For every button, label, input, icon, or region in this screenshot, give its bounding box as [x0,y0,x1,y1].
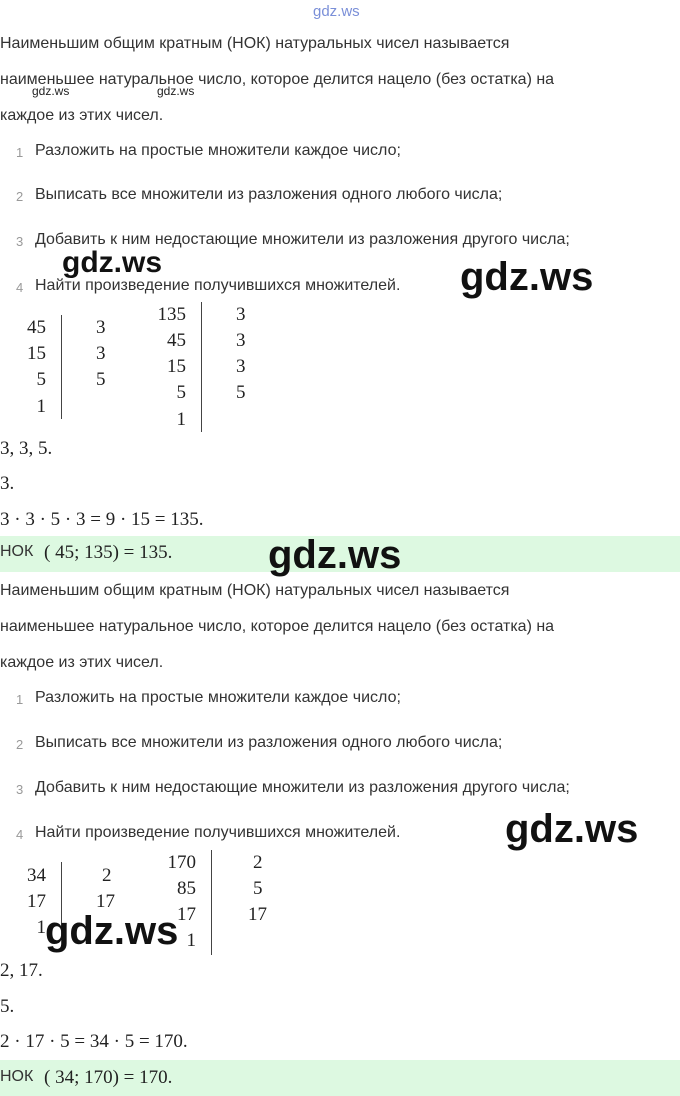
watermark-small-1: gdz.ws [32,84,70,98]
watermark-large: gdz.ws [45,909,179,953]
step-number: 3 [16,234,24,249]
step-text: Выписать все множители из разложения одного любого числа; [35,186,503,203]
result-value: ( 45; 135) = 135. [44,542,173,563]
definition-line-2: наименьшее натуральное число, которое делится нацело (без остатка) на [0,618,555,635]
watermark-top: gdz.ws [313,3,360,20]
definition-line-1: Наименьшим общим кратным (НОК) натуральных чисел называется [0,582,510,599]
step-number: 1 [16,145,24,160]
factor-number: 15 [27,343,46,364]
factor-number: 5 [36,369,46,390]
prime-factor: 17 [96,891,115,912]
factor-number: 45 [27,317,46,338]
factor-number: 1 [36,917,46,938]
factor-number: 85 [177,878,196,899]
watermark-small-2: gdz.ws [157,84,195,98]
factor-number: 17 [177,904,196,925]
factors-line: 3, 3, 5. [0,438,53,459]
missing-factors-line: 3. [0,473,15,494]
watermark-large: gdz.ws [505,807,639,851]
step-number: 2 [16,737,24,752]
product-line: 3 · 3 · 5 · 3 = 9 · 15 = 135. [0,509,204,530]
factor-divider [201,302,202,432]
watermark-medium: gdz.ws [62,246,163,279]
prime-factor: 3 [236,304,246,325]
prime-factor: 5 [236,382,246,403]
definition-line-1: Наименьшим общим кратным (НОК) натуральных чисел называется [0,35,510,52]
factor-number: 17 [27,891,46,912]
step-text: Выписать все множители из разложения одного любого числа; [35,734,503,751]
factor-divider [211,850,212,955]
step-text: Добавить к ним недостающие множители из разложения другого числа; [35,231,570,248]
step-text: Найти произведение получившихся множителей. [35,277,401,294]
prime-factor: 17 [248,904,267,925]
factor-number: 135 [157,304,186,325]
prime-factor: 3 [96,317,106,338]
factor-number: 45 [167,330,186,351]
watermark-large: gdz.ws [268,533,402,577]
factors-line: 2, 17. [0,960,43,981]
prime-factor: 5 [253,878,263,899]
prime-factor: 3 [96,343,106,364]
step-number: 1 [16,692,24,707]
step-number: 4 [16,280,24,295]
factor-number: 170 [167,852,196,873]
missing-factors-line: 5. [0,996,15,1017]
step-number: 3 [16,782,24,797]
step-text: Разложить на простые множители каждое число; [35,142,401,159]
prime-factor: 2 [102,865,112,886]
step-text: Добавить к ним недостающие множители из разложения другого числа; [35,779,570,796]
result-label: НОК [0,1068,34,1085]
factor-number: 34 [27,865,46,886]
factor-number: 15 [167,356,186,377]
factor-divider [61,315,62,419]
result-value: ( 34; 170) = 170. [44,1067,173,1088]
definition-line-3: каждое из этих чисел. [0,107,164,124]
factor-number: 1 [186,930,196,951]
prime-factor: 3 [236,356,246,377]
step-number: 4 [16,827,24,842]
factor-number: 5 [176,382,186,403]
step-number: 2 [16,189,24,204]
prime-factor: 2 [253,852,263,873]
factor-number: 1 [36,396,46,417]
factor-number: 1 [176,409,186,430]
result-label: НОК [0,543,34,560]
product-line: 2 · 17 · 5 = 34 · 5 = 170. [0,1031,188,1052]
definition-line-3: каждое из этих чисел. [0,654,164,671]
prime-factor: 5 [96,369,106,390]
step-text: Найти произведение получившихся множителей. [35,824,401,841]
watermark-large: gdz.ws [460,255,594,299]
definition-line-2: наименьшее натуральное число, которое делится нацело (без остатка) на [0,71,555,88]
step-text: Разложить на простые множители каждое число; [35,689,401,706]
prime-factor: 3 [236,330,246,351]
